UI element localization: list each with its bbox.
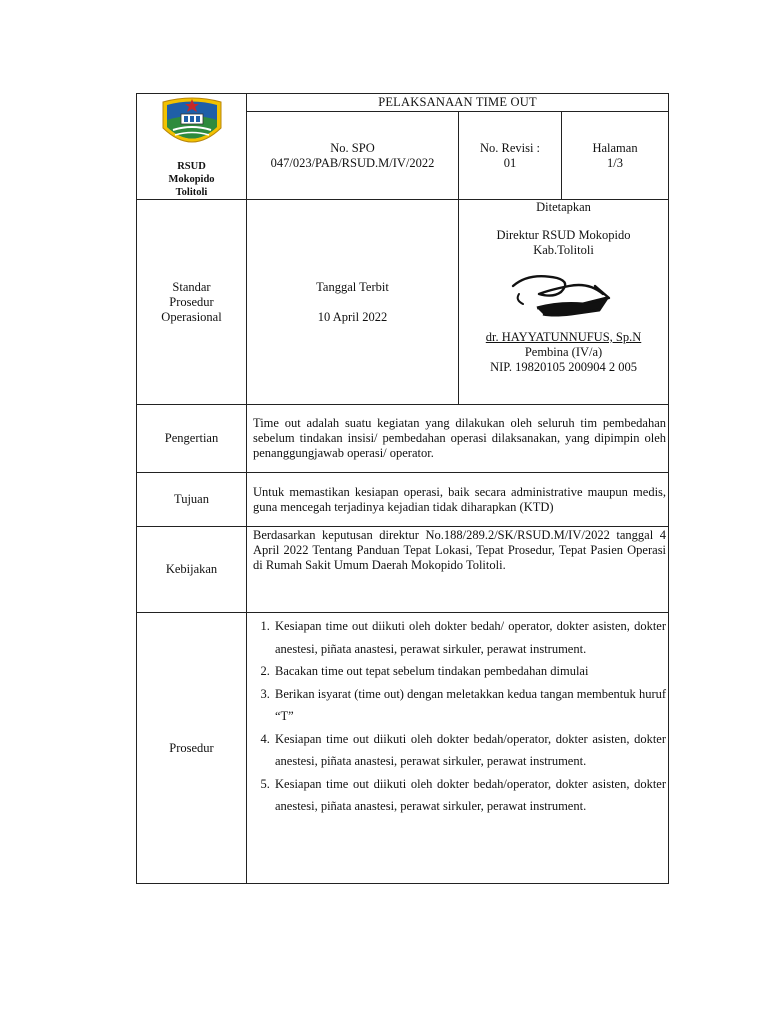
spo-number: 047/023/PAB/RSUD.M/IV/2022	[270, 155, 435, 170]
hospital-logo-icon	[157, 94, 227, 154]
hospital-name-line-1: RSUD	[177, 161, 206, 172]
document-title: PELAKSANAAN TIME OUT	[247, 94, 669, 112]
pengertian-text: Time out adalah suatu kegiatan yang dilakukan oleh seluruh tim pembedahan sebelum tindakan insisi/ pembedahan operasi dilaksanakan, yang dipimpin oleh penanggungjawab operasi/ operator.	[247, 405, 669, 473]
hospital-name-line-2: Mokopido	[168, 174, 215, 185]
page-cell	[562, 112, 669, 200]
approver-nip: NIP. 19820105 200904 2 005	[490, 360, 637, 374]
kebijakan-label: Kebijakan	[137, 527, 247, 613]
pengertian-label: Pengertian	[137, 405, 247, 473]
revision-value: 01	[503, 155, 517, 170]
sop-label-cell	[137, 200, 247, 405]
page-label: Halaman	[592, 140, 638, 155]
page-value: 1/3	[607, 155, 623, 170]
hospital-name-line-3: Tolitoli	[175, 187, 208, 198]
tujuan-label: Tujuan	[137, 473, 247, 527]
issue-date: 10 April 2022	[317, 309, 388, 324]
prosedur-label: Prosedur	[137, 613, 247, 884]
prosedur-step: 4. Kesiapan time out diikuti oleh dokter bedah/operator, dokter asisten, dokter anestesi, piñata anastesi, perawat sirkuler, perawat instrument.	[273, 728, 666, 773]
spo-number-cell	[247, 112, 459, 200]
issue-date-cell	[247, 200, 459, 405]
prosedur-step: 3. Berikan isyarat (time out) dengan meletakkan kedua tangan membentuk huruf “T”	[273, 683, 666, 728]
approver-org-line-1: Direktur RSUD Mokopido	[496, 228, 631, 242]
approver-org-line-2: Kab.Tolitoli	[533, 243, 594, 257]
approver-rank: Pembina (IV/a)	[524, 345, 603, 359]
issue-label: Tanggal Terbit	[316, 279, 389, 294]
approval-title: Ditetapkan	[536, 200, 591, 214]
logo-cell	[137, 94, 247, 200]
signature-icon	[499, 264, 629, 326]
prosedur-step: 5. Kesiapan time out diikuti oleh dokter bedah/operator, dokter asisten, dokter anestesi, piñata anastesi, perawat sirkuler, perawat instrument.	[273, 773, 666, 818]
kebijakan-text: Berdasarkan keputusan direktur No.188/289.2/SK/RSUD.M/IV/2022 tanggal 4 April 2022 Tentang Panduan Tepat Lokasi, Tepat Prosedur, Tepat Pasien Operasi di Rumah Sakit Umum Daerah Mokopido Tolitoli.	[247, 527, 669, 613]
approver-name: dr. HAYYATUNNUFUS, Sp.N	[485, 330, 642, 344]
sop-table	[136, 93, 669, 884]
revision-label: No. Revisi :	[479, 140, 541, 155]
hospital-name	[137, 160, 246, 199]
prosedur-step: 2. Bacakan time out tepat sebelum tindakan pembedahan dimulai	[273, 660, 666, 683]
prosedur-step: 1. Kesiapan time out diikuti oleh dokter bedah/ operator, dokter asisten, dokter anestesi, piñata anastesi, perawat sirkuler, perawat instrument.	[273, 615, 666, 660]
sop-label-line-3: Operasional	[161, 309, 222, 324]
spo-label: No. SPO	[330, 140, 375, 155]
sop-label-line-1: Standar	[172, 279, 211, 294]
revision-cell	[459, 112, 562, 200]
prosedur-steps	[247, 613, 668, 822]
tujuan-text: Untuk memastikan kesiapan operasi, baik secara administrative maupun medis, guna mencegah terjadinya kejadian tidak diharapkan (KTD)	[247, 473, 669, 527]
prosedur-cell	[247, 613, 669, 884]
sop-label-line-2: Prosedur	[169, 294, 214, 309]
approval-cell	[459, 200, 669, 405]
